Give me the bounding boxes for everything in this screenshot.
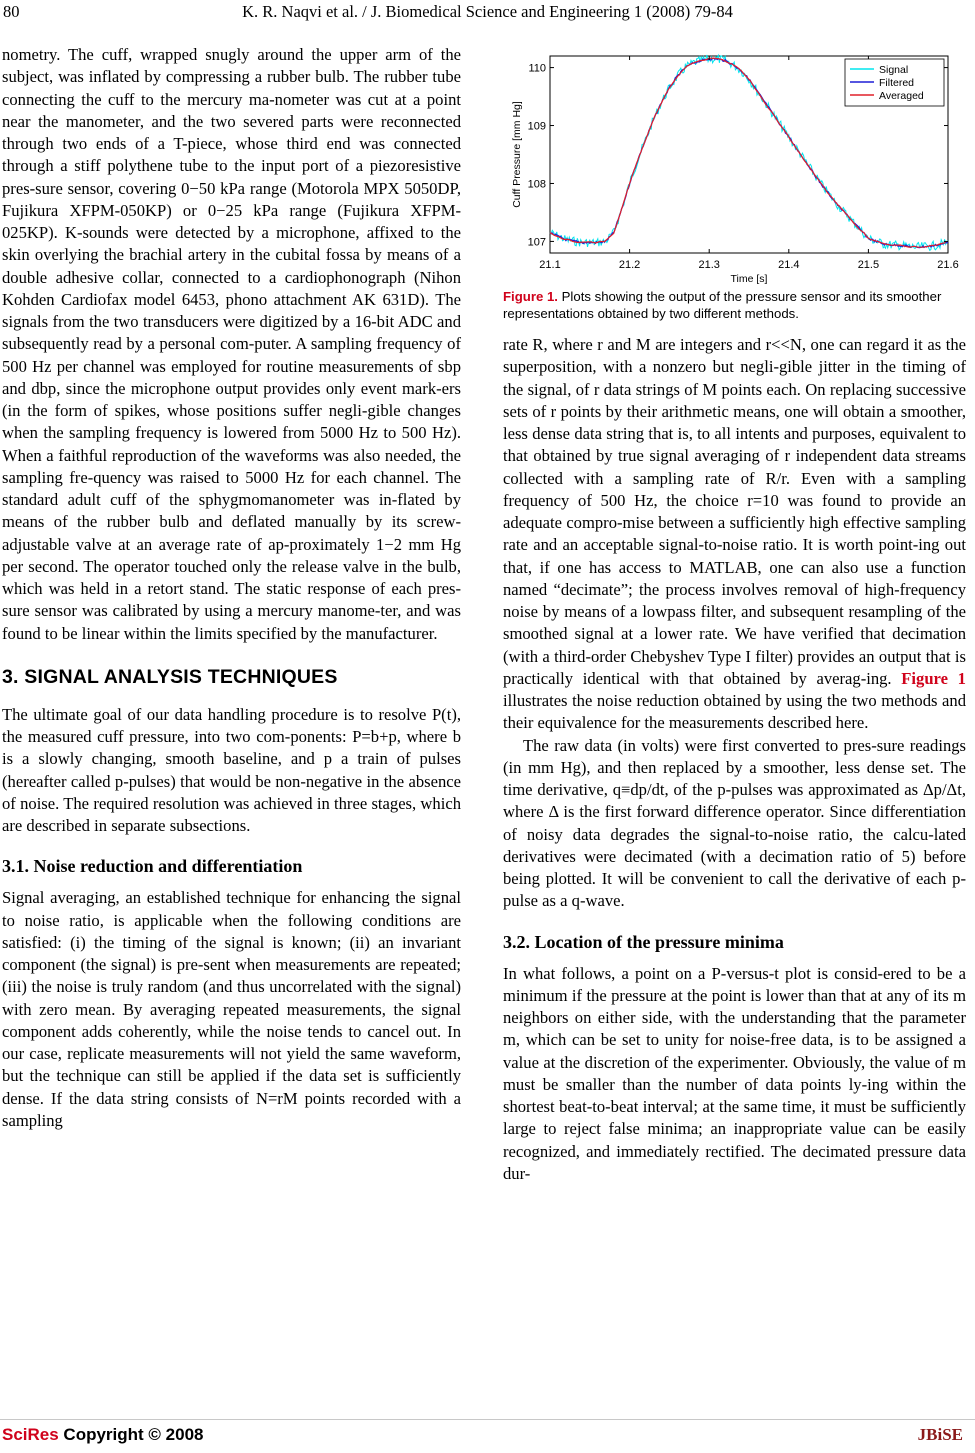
- paragraph-minima: In what follows, a point on a P-versus-t plot is consid-ered to be a minimum if the pressure at the point is lower than that at any of its m neighbors on either side, with the understanding that the parameter m, which can be set to unity for noise-free data, is to be assigned a value at the discretion of the experimenter. Obviously, the value of m must be smaller than the number of data points ly-ing within the shortest beat-to-beat interval; at the same time, it must be sufficiently large to reject false minima; an inappropriate value can be easily recognized, and immediately rectified. The decimated pressure data dur-: [503, 963, 966, 1183]
- footer-divider: [0, 1419, 975, 1420]
- legend-label: Filtered: [879, 77, 915, 89]
- x-tick-label: 21.2: [618, 259, 641, 271]
- paragraph-raw-data: The raw data (in volts) were first converted to pres-sure readings (in mm Hg), and then replaced by a smoother, less dense set. The time derivative, q≡dp/dt, of the p-pulses was approximated as Δp/Δt, where Δ is the first forward difference operator. Since differentiation of noisy data degrades the signal-to-noise ratio, the calcu-lated derivatives were decimated (with a decimation ratio of 5) before being plotted. It will be convenient to call the derivative of each p-pulse as a q-wave.: [503, 735, 966, 911]
- legend-label: Signal: [879, 64, 909, 76]
- running-head: K. R. Naqvi et al. / J. Biomedical Science and Engineering 1 (2008) 79-84: [242, 2, 733, 21]
- figure-1-link[interactable]: Figure 1: [901, 668, 966, 688]
- y-tick-label: 109: [527, 120, 546, 133]
- left-column: [2, 44, 461, 1132]
- y-tick-label: 110: [528, 62, 546, 75]
- figure-caption-label[interactable]: Figure 1.: [503, 289, 558, 304]
- y-tick-label: 107: [527, 236, 546, 249]
- figure-caption-text: Plots showing the output of the pressure sensor and its smoother representations obtained by two different methods.: [503, 289, 942, 321]
- x-tick-label: 21.6: [937, 259, 959, 271]
- x-axis-label: Time [s]: [730, 273, 768, 285]
- figure-1: [503, 42, 966, 327]
- page-number: 80: [3, 2, 20, 21]
- cuff-pressure-chart: [503, 42, 966, 287]
- x-tick-label: 21.5: [857, 259, 880, 271]
- paragraph-decimation: [503, 334, 966, 735]
- x-tick-label: 21.3: [698, 259, 720, 271]
- publisher-brand: SciRes: [2, 1425, 59, 1444]
- figure-caption: [503, 288, 966, 322]
- subsection-title-3-1: 3.1. Noise reduction and differentiation: [2, 856, 303, 877]
- copyright-text: Copyright © 2008: [58, 1425, 204, 1444]
- copyright: [2, 1425, 204, 1445]
- paragraph-decimation-text: rate R, where r and M are integers and r<<N, one can regard it as the superposition, with a nonzero but negli-gible jitter in the timing of the signal, of r data strings of M points each. On replacing successive sets of r points by their arithmetic means, one will obtain a smoother, less dense data string that is, to all intents and purposes, equivalent to that obtained by true signal averaging of r independent data streams collected with a sampling rate of R/r. Even with a sampling frequency of 500 Hz, the choice r=10 was found to provide an adequate compro-mise between a sufficiently high effective sampling rate and an acceptable signal-to-noise ratio. It is worth point-ing out that, if one has access to MATLAB, one can also use a function named “decimate”; the process involves removal of high-frequency noise by means of a lowpass filter, and subsequent resampling of the smoothed signal at a lower rate. We have verified that decimation (with a third-order Chebyshev Type I filter) provides an output that is practically identical with that obtained by averag-ing.: [503, 335, 966, 688]
- x-tick-label: 21.1: [539, 259, 561, 271]
- y-axis-label: Cuff Pressure [mm Hg]: [511, 101, 523, 208]
- paragraph-methods: nometry. The cuff, wrapped snugly around the upper arm of the subject, was inflated by compressing a rubber bulb. The rubber tube connecting the cuff to the mercury ma-nometer was cut at a point near the manometer, and the two severed parts were reconnected through two ends of a T-piece, whose third end was connected through a stiff polythene tube to the input port of a piezoresistive pres-sure sensor, covering 0−50 kPa range (Motorola MPX 5050DP, Fujikura XFPM-050KP) or 0−25 kPa range (Fujikura XFPM-025KP). K-sounds were detected by a microphone, affixed to the skin overlying the brachial artery in the cubital fossa by means of a double adhesive collar, connected to a cardiophonograph (Nihon Kohden Cardiofax model 6453, phono attachment AK 631D). The signals from the two transducers were digitized by a 16-bit ADC and subsequently read by a personal com-puter. A sampling frequency of 500 Hz per channel was employed for routine measurements of sbp and dbp, since the microphone output provides only event mark-ers (in the form of spikes, whose positions suffer negli-gible changes when the sampling frequency is lowered from 5000 Hz to 500 Hz). When a faithful reproduction of the waveforms was also needed, the sampling fre-quency was raised to 5000 Hz for each channel. The standard adult cuff of the sphygmomanometer was in-flated by means of the rubber bulb and deflated manually by its screw-adjustable valve at an average rate of ap-proximately 1−2 mm Hg per second. The operator touched only the release valve in the bulb, which was held in a retort stand. The static response of each pres-sure sensor was calibrated by using a mercury manome-ter, and was found to be linear within the limits specified by the manufacturer.: [2, 45, 461, 643]
- y-tick-label: 108: [527, 178, 546, 191]
- subsection-title-3-2: 3.2. Location of the pressure minima: [503, 931, 784, 952]
- page-header: [0, 2, 975, 24]
- right-column: [503, 334, 966, 1185]
- page-footer: [0, 1425, 975, 1449]
- paragraph-signal-averaging: Signal averaging, an established technique for enhancing the signal to noise ratio, is applicable when the following conditions are satisfied: (i) the timing of the signal is known; (ii) an invariant component (the signal) is pre-sent when measurements are repeated; (iii) the noise is truly random (and thus uncorrelated with the signal) with zero mean. By averaging repeated measurements, the signal component adds coherently, while the noise tends to cancel out. In our case, replicate measurements will not yield the same waveform, but the technique can still be applied if the data set is sufficiently dense. If the data string consists of N=rM points recorded with a sampling: [2, 888, 461, 1130]
- x-tick-label: 21.4: [778, 259, 800, 271]
- paragraph-decimation-tail: illustrates the noise reduction obtained by using the two methods and their equivalence for the measurements described here.: [503, 691, 966, 733]
- paragraph-goal: The ultimate goal of our data handling procedure is to resolve P(t), the measured cuff pressure, into two com-ponents: P=b+p, where b is a slowly changing, smooth baseline, and p a train of pulses (hereafter called p-pulses) that would be non-negative in the absence of noise. The required resolution was achieved in three stages, which are described in separate subsections.: [2, 704, 461, 835]
- journal-abbrev: JBiSE: [917, 1425, 963, 1444]
- legend-label: Averaged: [879, 90, 924, 102]
- section-title: 3. SIGNAL ANALYSIS TECHNIQUES: [2, 665, 338, 688]
